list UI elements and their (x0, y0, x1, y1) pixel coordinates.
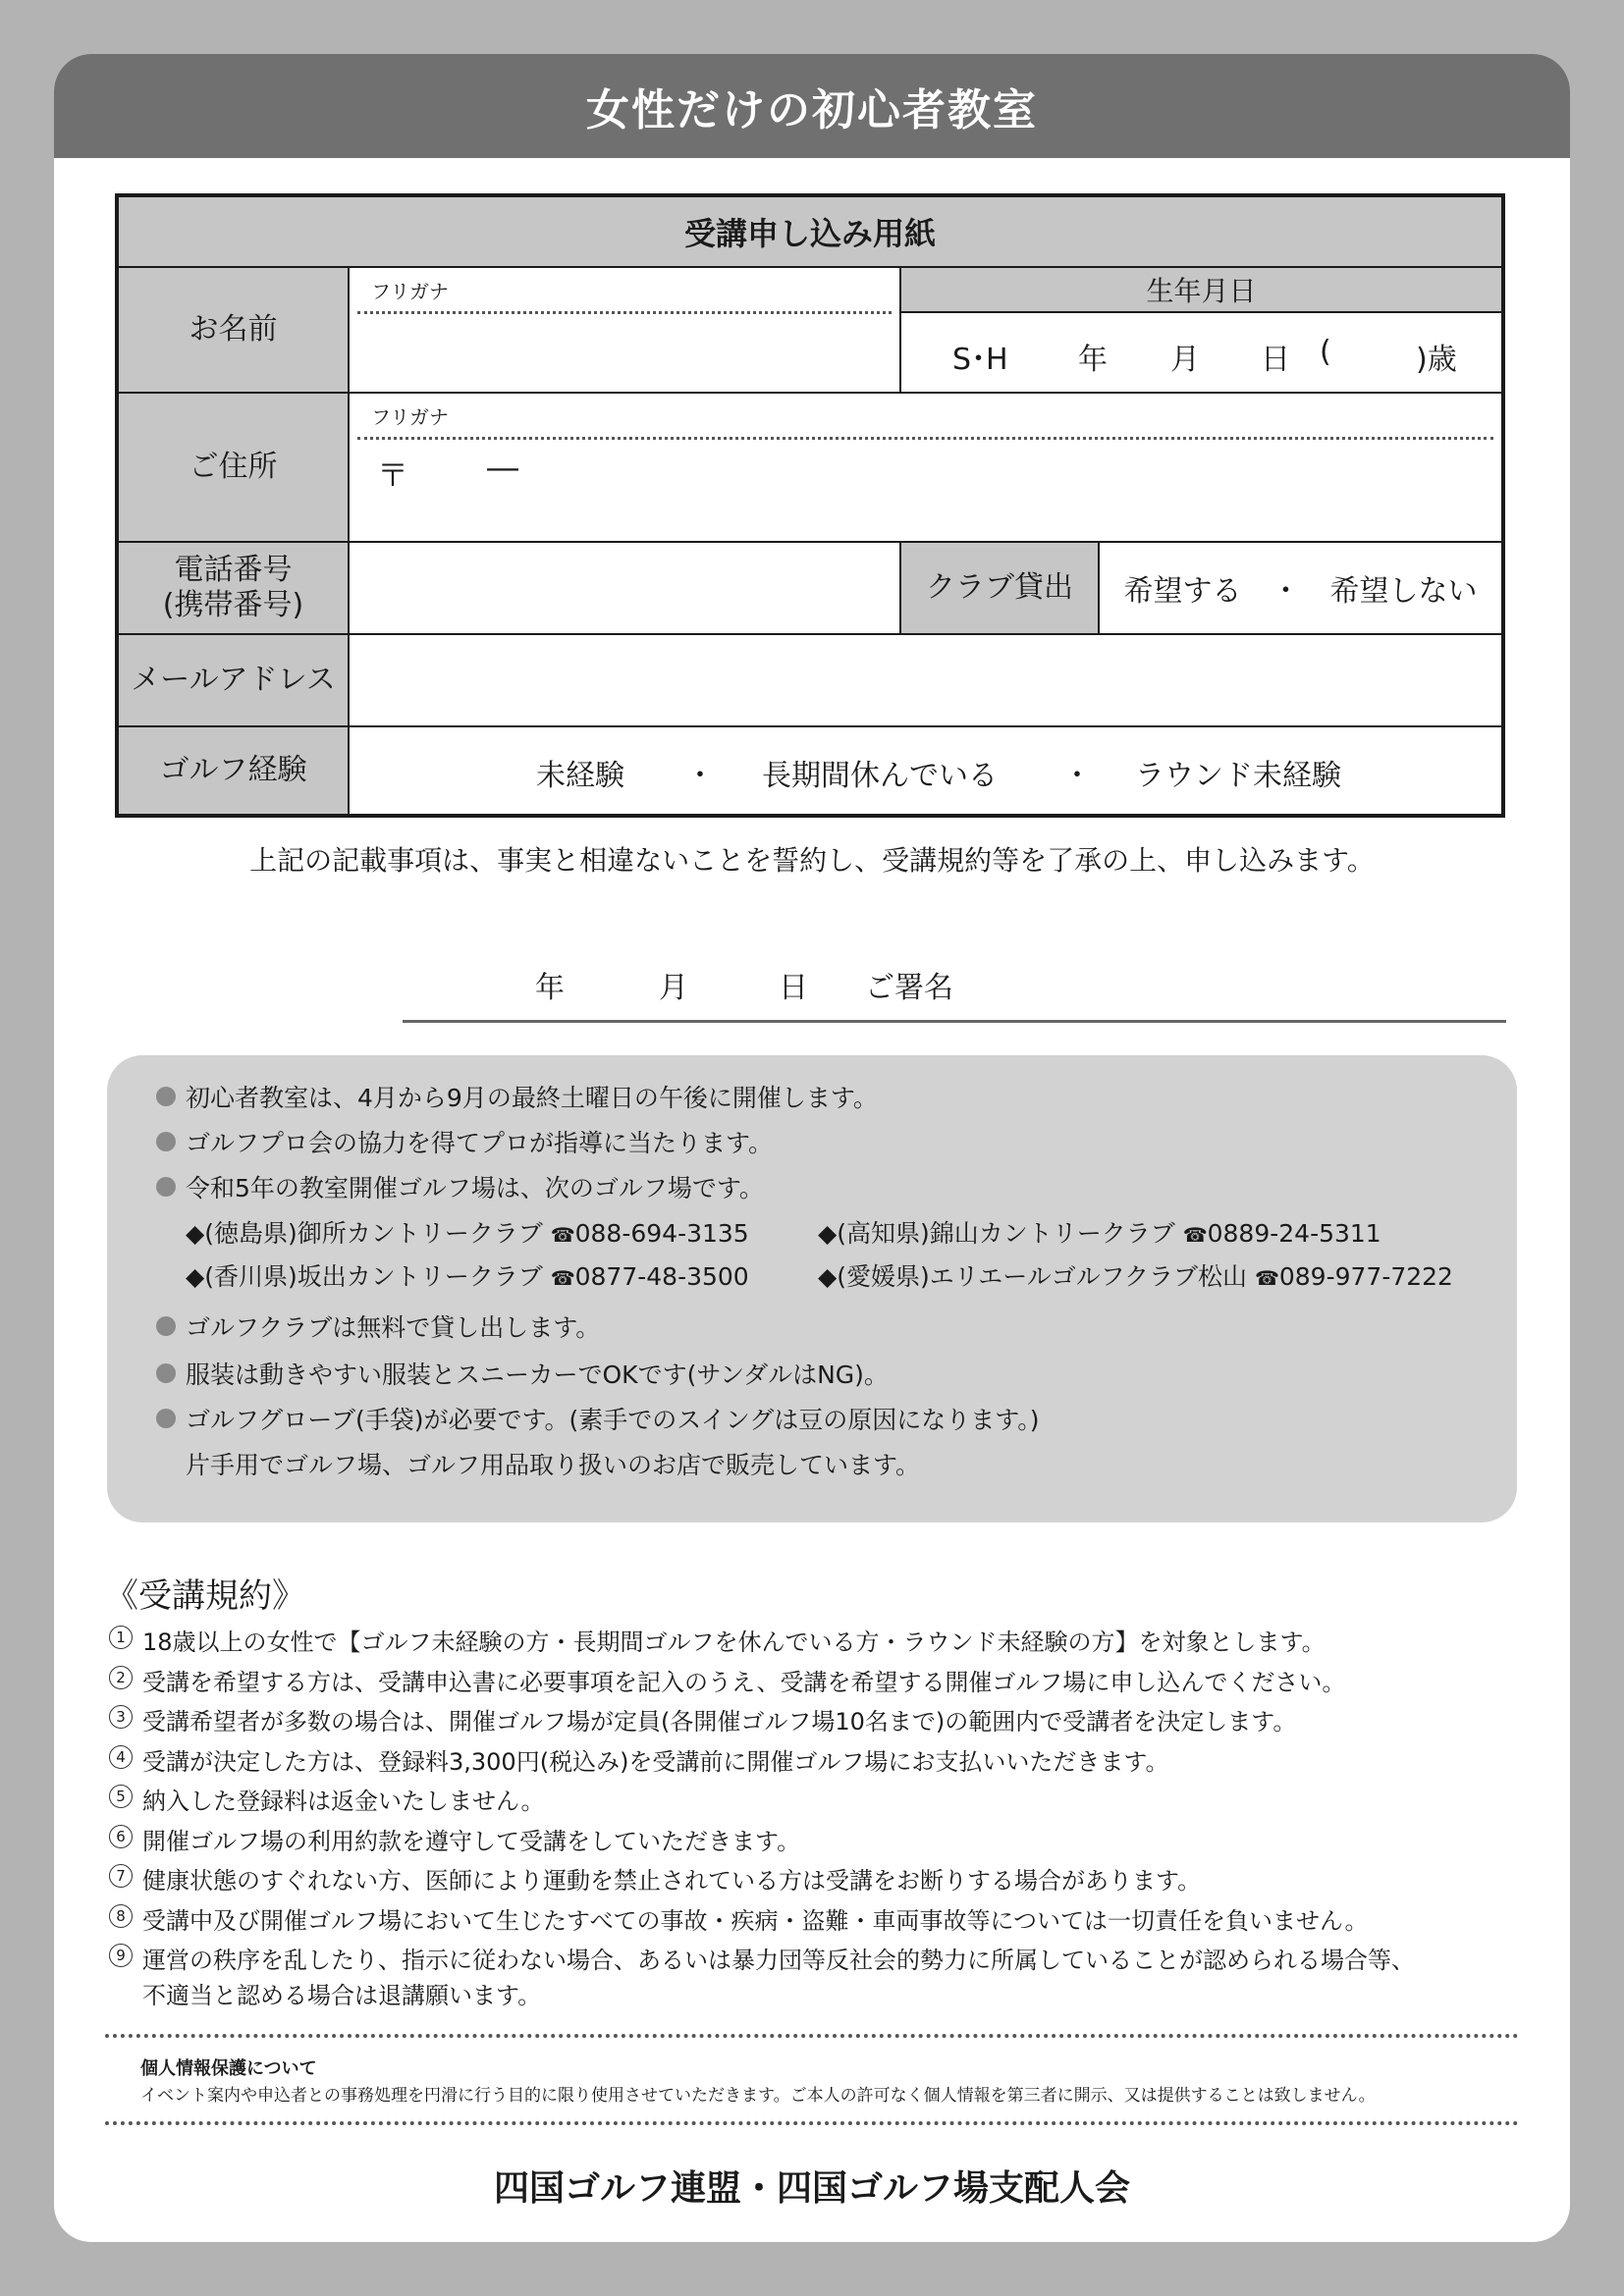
term-item (109, 1901, 1368, 1936)
option-long-break[interactable]: 長期間休んでいる (762, 759, 998, 793)
birth-label: 生年月日 (901, 268, 1501, 313)
term-text: 受講を希望する方は、受講申込書に必要事項を記入のうえ、受講を希望する開催ゴルフ場に申し込んでください。 (142, 1668, 1346, 1696)
term-text: 納入した登録料は返金いたしません。 (142, 1788, 545, 1815)
phone-label-line2: (携帯番号) (162, 588, 304, 622)
phone-icon: ☎ (1182, 1223, 1208, 1247)
info-item (156, 1308, 600, 1344)
privacy-title: 個人情報保護について (140, 2058, 317, 2079)
info-box (107, 1055, 1517, 1522)
pledge-text: 上記の記載事項は、事実と相違ないことを誓約し、受講規約等を了承の上、申し込みます。 (249, 844, 1375, 877)
phone-icon: ☎ (550, 1266, 575, 1290)
info-item (156, 1169, 764, 1204)
club-rental-choice-text: 希望する ・ 希望しない (1123, 574, 1478, 609)
birth-month-label: 月 (1170, 343, 1200, 377)
info-item (156, 1401, 1040, 1436)
term-text: 受講が決定した方は、登録料3,300円(税込み)を受講前に開催ゴルフ場にお支払いいただきます。 (142, 1747, 1169, 1776)
address-field[interactable] (350, 394, 1501, 541)
term-text: 健康状態のすぐれない方、医師により運動を禁止されている方は受講をお断りする場合があります。 (142, 1867, 1202, 1895)
club-phone: 0877-48-3500 (574, 1262, 749, 1291)
name-field[interactable] (350, 268, 901, 392)
birth-day-label: 日 (1261, 343, 1290, 377)
email-label: メールアドレス (119, 635, 350, 725)
phone-label (119, 543, 350, 633)
club-entry (818, 1214, 1381, 1250)
info-text: ゴルフグローブ(手袋)が必要です。(素手でのスイングは豆の原因になります。) (186, 1406, 1040, 1434)
term-number: 1 (109, 1626, 133, 1649)
info-item (156, 1124, 773, 1159)
club-phone: 0889-24-5311 (1207, 1219, 1381, 1248)
option-separator: ・ (685, 759, 715, 793)
term-item (109, 1822, 800, 1856)
info-item (156, 1356, 889, 1391)
club-name: ◆(徳島県)御所カントリークラブ (186, 1219, 543, 1248)
bullet-icon (156, 1316, 176, 1336)
club-phone: 088-694-3135 (574, 1219, 749, 1248)
info-item (156, 1079, 878, 1114)
term-text: 開催ゴルフ場の利用約款を遵守して受講をしていただきます。 (142, 1827, 801, 1855)
term-text: 受講希望者が多数の場合は、開催ゴルフ場が定員(各開催ゴルフ場10名まで)の範囲内で受講者を決定します。 (142, 1708, 1297, 1735)
furigana-divider (357, 311, 892, 314)
info-text: 服装は動きやすい服装とスニーカーでOKです(サンダルはNG)。 (186, 1361, 889, 1389)
application-sheet (54, 54, 1570, 2242)
term-text: 運営の秩序を乱したり、指示に従わない場合、あるいは暴力団等反社会的勢力に所属していることが認められる場合等、 (142, 1947, 1415, 1974)
term-item (109, 1941, 1415, 1975)
sign-month-label: 月 (659, 971, 688, 1005)
signature-line[interactable] (403, 1020, 1506, 1023)
club-entry (186, 1214, 749, 1250)
phone-icon: ☎ (1254, 1266, 1279, 1290)
club-name: ◆(香川県)坂出カントリークラブ (186, 1262, 543, 1291)
postal-dash: ― (487, 449, 518, 486)
bullet-icon (156, 1087, 176, 1106)
term-text: 18歳以上の女性で【ゴルフ未経験の方・長期間ゴルフを休んでいる方・ラウンド未経験の方】を対象とします。 (142, 1629, 1326, 1656)
term-item (109, 1663, 1345, 1697)
term-number: 4 (109, 1745, 133, 1769)
bullet-icon (156, 1177, 176, 1197)
address-furigana-label: フリガナ (371, 405, 449, 429)
terms-title: 《受講規約》 (105, 1576, 305, 1616)
application-form (115, 193, 1505, 818)
age-label: )歳 (1416, 343, 1457, 377)
term-number: 7 (109, 1864, 133, 1888)
info-text: ゴルフプロ会の協力を得てプロが指導に当たります。 (186, 1129, 774, 1157)
term-number: 9 (109, 1944, 133, 1967)
address-label: ご住所 (119, 394, 350, 541)
club-entry (818, 1257, 1453, 1293)
form-title: 受講申し込み用紙 (119, 197, 1501, 266)
term-number: 6 (109, 1825, 133, 1848)
postal-mark: 〒 (377, 456, 409, 494)
name-furigana-label: フリガナ (371, 280, 449, 303)
bullet-icon (156, 1409, 176, 1428)
term-item (109, 1623, 1326, 1657)
info-text: 片手用でゴルフ場、ゴルフ用品取り扱いのお店で販売しています。 (186, 1451, 921, 1479)
club-rental-label: クラブ貸出 (901, 543, 1100, 633)
term-text: 受講中及び開催ゴルフ場において生じたすべての事故・疾病・盗難・車両事故等については一切責任を負いません。 (142, 1906, 1369, 1935)
name-label: お名前 (119, 268, 350, 392)
phone-icon: ☎ (550, 1223, 575, 1247)
term-number: 3 (109, 1705, 133, 1729)
dotted-divider (105, 2121, 1519, 2125)
dotted-divider (105, 2034, 1519, 2038)
term-text-continued: 不適当と認める場合は退講願います。 (142, 1982, 542, 2009)
furigana-divider (357, 437, 1493, 440)
phone-label-line1: 電話番号 (174, 553, 293, 587)
bullet-icon (156, 1132, 176, 1151)
club-rental-options[interactable] (1100, 543, 1501, 633)
term-number: 8 (109, 1904, 133, 1928)
term-item (109, 1861, 1201, 1896)
info-text: ゴルフクラブは無料で貸し出します。 (186, 1313, 601, 1342)
golf-experience-label: ゴルフ経験 (119, 727, 350, 814)
term-item (109, 1742, 1169, 1777)
sign-year-label: 年 (535, 971, 565, 1005)
club-name: ◆(愛媛県)エリエールゴルフクラブ松山 (818, 1262, 1247, 1291)
club-name: ◆(高知県)錦山カントリークラブ (818, 1219, 1175, 1248)
birth-field[interactable] (901, 313, 1501, 392)
info-text: 令和5年の教室開催ゴルフ場は、次のゴルフ場です。 (186, 1174, 764, 1202)
option-no-round[interactable]: ラウンド未経験 (1135, 759, 1341, 793)
phone-field[interactable] (350, 543, 901, 633)
term-number: 5 (109, 1785, 133, 1808)
privacy-text: イベント案内や申込者との事務処理を円滑に行う目的に限り使用させていただきます。ご本人の許可なく個人情報を第三者に開示、又は提供することは致しません。 (140, 2086, 1376, 2106)
club-phone: 089-977-7222 (1278, 1262, 1453, 1291)
birth-era: S･H (952, 343, 1008, 377)
golf-experience-options[interactable] (350, 727, 1501, 814)
sign-day-label: 日 (779, 971, 808, 1005)
page-title: 女性だけの初心者教室 (54, 54, 1570, 158)
organizer-footer: 四国ゴルフ連盟・四国ゴルフ場支配人会 (493, 2168, 1130, 2209)
signature-label: ご署名 (865, 971, 953, 1005)
email-field[interactable] (350, 635, 1501, 725)
term-item (109, 1702, 1296, 1736)
info-text: 初心者教室は、4月から9月の最終土曜日の午後に開催します。 (186, 1084, 878, 1112)
term-item (109, 1782, 544, 1816)
bullet-icon (156, 1363, 176, 1383)
club-entry (186, 1257, 749, 1293)
option-never[interactable]: 未経験 (536, 759, 624, 793)
age-open: ( (1320, 335, 1331, 369)
birth-year-label: 年 (1078, 343, 1108, 377)
term-number: 2 (109, 1666, 133, 1689)
option-separator: ・ (1062, 759, 1092, 793)
